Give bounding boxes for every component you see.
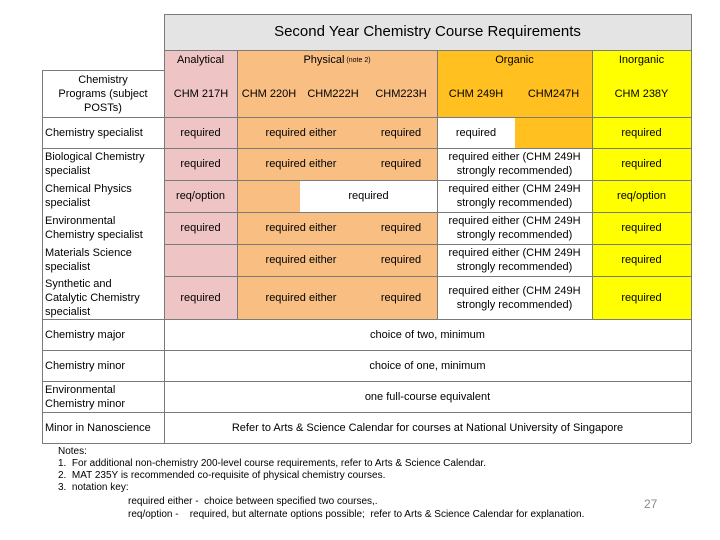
biological-physical-pair: required either — [265, 158, 337, 170]
row-label-materials-science: Materials Science specialist — [45, 247, 132, 273]
materials-organic: required either (CHM 249H strongly recommended) — [448, 247, 581, 273]
course-chm223h: CHM223H — [375, 87, 427, 100]
env-spec-chm223: required — [380, 222, 422, 234]
nanoscience-minor-value: Refer to Arts & Science Calendar for courses at National University of Singapore — [231, 421, 624, 434]
env-spec-organic: required either (CHM 249H strongly recommended) — [448, 215, 581, 241]
synthetic-inorganic: required — [621, 291, 662, 304]
materials-physical-pair: required either — [265, 254, 337, 266]
group-analytical: Analytical — [176, 54, 225, 66]
physics-organic: required either (CHM 249H strongly recommended) — [448, 183, 581, 209]
table-title: Second Year Chemistry Course Requirements — [274, 23, 581, 40]
synthetic-organic: required either (CHM 249H strongly recommended) — [448, 284, 581, 311]
physics-analytical: req/option — [176, 190, 225, 202]
page-number: 27 — [644, 497, 658, 511]
group-physical-label: Physical — [303, 54, 345, 66]
env-spec-inorganic: required — [621, 222, 662, 234]
course-chm249h: CHM 249H — [448, 87, 504, 100]
specialist-inorganic: required — [621, 126, 662, 139]
grid-line — [691, 14, 692, 443]
chemistry-major-value: choice of two, minimum — [370, 328, 485, 341]
env-spec-physical-pair: required either — [265, 222, 337, 234]
group-physical — [237, 50, 437, 70]
materials-chm223: required — [380, 254, 422, 266]
physics-physical: required — [348, 190, 389, 202]
course-chm220h: CHM 220H — [241, 87, 297, 100]
specialist-chm223: required — [380, 126, 422, 139]
biological-chm223: required — [380, 158, 422, 170]
specialist-organic: required — [455, 126, 497, 139]
row-header-label: Chemistry Programs (subject POSTs) — [58, 73, 148, 114]
biological-analytical: required — [180, 158, 221, 170]
materials-inorganic: required — [621, 254, 662, 266]
grid-line — [164, 14, 691, 15]
group-inorganic: Inorganic — [618, 54, 665, 66]
synthetic-analytical: required — [180, 291, 221, 304]
biological-inorganic: required — [621, 158, 662, 170]
biological-organic: required either (CHM 249H strongly recommended) — [448, 151, 581, 177]
synthetic-physical-pair: required either — [265, 291, 337, 304]
note-1: 1. For additional non-chemistry 200-level course requirements, refer to Arts & Science Calendar. — [58, 458, 486, 469]
course-chm238y: CHM 238Y — [614, 87, 669, 100]
environmental-minor-value: one full-course equivalent — [364, 390, 491, 403]
row-label-chemistry-major: Chemistry major — [45, 328, 126, 341]
specialist-analytical: required — [180, 126, 221, 139]
row-label-chemistry-specialist: Chemistry specialist — [45, 126, 143, 139]
row-label-chemistry-minor: Chemistry minor — [45, 359, 126, 372]
row-label-environmental-specialist: Environmental Chemistry specialist — [45, 215, 143, 241]
course-chm247h: CHM247H — [527, 87, 580, 100]
note-3: 3. notation key: — [58, 482, 129, 493]
group-physical-note: (note 2) — [346, 56, 371, 64]
row-label-synthetic-catalytic: Synthetic and Catalytic Chemistry specialist — [45, 277, 140, 318]
row-label-nanoscience-minor: Minor in Nanoscience — [45, 421, 151, 434]
course-chm222h: CHM222H — [307, 87, 359, 100]
notation-req-option: req/option - required, but alternate options possible; refer to Arts & Science Calendar for explanation. — [128, 509, 585, 520]
notation-required-either: required either - choice between specified two courses,. — [128, 496, 378, 507]
synthetic-chm223: required — [380, 291, 422, 304]
row-label-environmental-minor: Environmental Chemistry minor — [45, 383, 126, 410]
physics-inorganic: req/option — [617, 190, 666, 202]
notes-heading: Notes: — [58, 446, 87, 457]
row-label-biological-chemistry: Biological Chemistry specialist — [45, 151, 145, 177]
specialist-physical-pair: required either — [265, 126, 337, 139]
group-organic: Organic — [495, 54, 534, 66]
chemistry-minor-value: choice of one, minimum — [369, 359, 486, 372]
course-chm217h: CHM 217H — [173, 87, 229, 100]
note-2: 2. MAT 235Y is recommended co-requisite of physical chemistry courses. — [58, 470, 386, 481]
grid-line — [42, 443, 691, 444]
row-label-chemical-physics: Chemical Physics specialist — [45, 183, 132, 209]
env-spec-analytical: required — [180, 222, 221, 234]
